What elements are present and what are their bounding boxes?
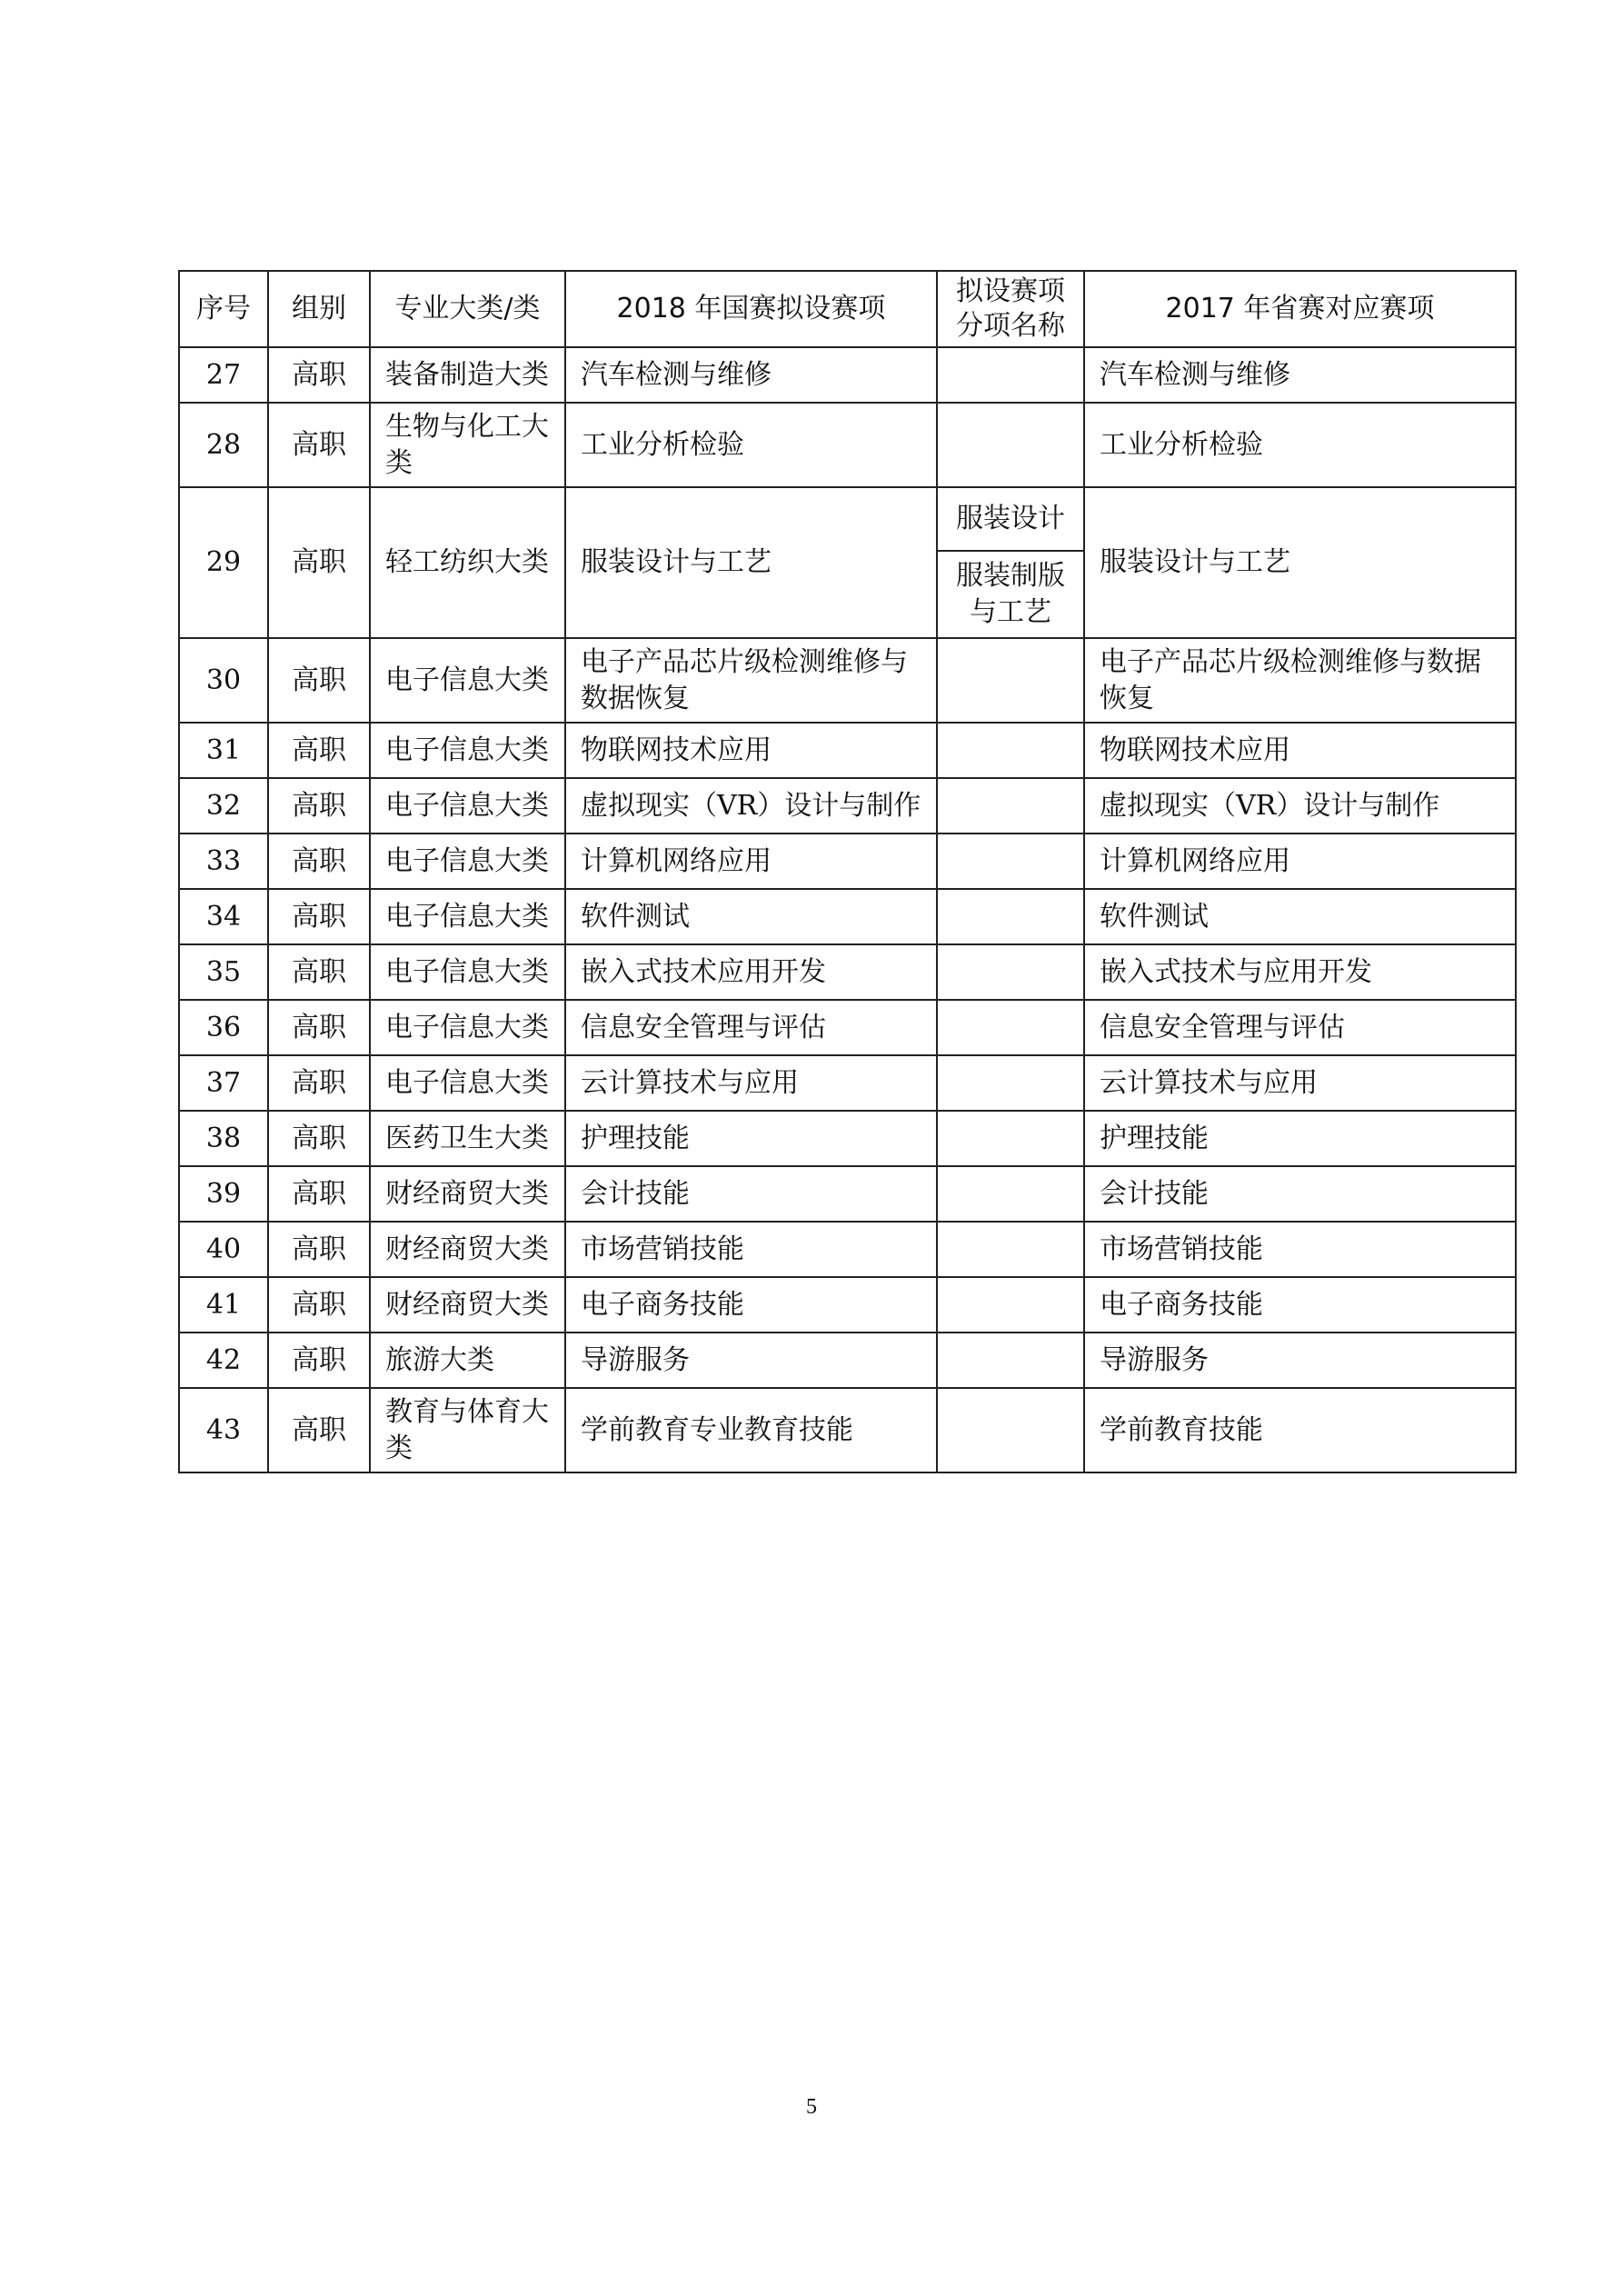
major-category-cell: 财经商贸大类 (370, 1277, 565, 1333)
table-body (179, 347, 1516, 1472)
group-cell: 高职 (268, 1333, 370, 1388)
row-number-cell: 36 (179, 1000, 268, 1055)
major-category-cell: 电子信息大类 (370, 834, 565, 889)
event-2017-cell: 汽车检测与维修 (1084, 347, 1516, 403)
event-2017-cell: 信息安全管理与评估 (1084, 1000, 1516, 1055)
group-cell: 高职 (268, 1055, 370, 1111)
event-2018-cell: 信息安全管理与评估 (565, 1000, 937, 1055)
major-category-cell: 医药卫生大类 (370, 1111, 565, 1166)
event-2018-cell: 电子商务技能 (565, 1277, 937, 1333)
row-number-cell: 37 (179, 1055, 268, 1111)
group-cell: 高职 (268, 1111, 370, 1166)
sub-event-cell (937, 944, 1084, 1000)
event-2018-cell: 虚拟现实（VR）设计与制作 (565, 778, 937, 834)
row-number-cell: 35 (179, 944, 268, 1000)
sub-event-cell (937, 834, 1084, 889)
major-category-cell: 电子信息大类 (370, 723, 565, 778)
major-category-cell: 电子信息大类 (370, 889, 565, 944)
table-row (179, 487, 1516, 551)
row-number-cell: 38 (179, 1111, 268, 1166)
major-category-cell: 轻工纺织大类 (370, 487, 565, 638)
major-category-cell: 装备制造大类 (370, 347, 565, 403)
group-cell: 高职 (268, 834, 370, 889)
table-row (179, 1222, 1516, 1277)
row-number-cell: 39 (179, 1166, 268, 1222)
row-number-cell: 33 (179, 834, 268, 889)
event-2017-cell: 电子产品芯片级检测维修与数据恢复 (1084, 638, 1516, 723)
event-2017-cell: 导游服务 (1084, 1333, 1516, 1388)
sub-event-cell (937, 889, 1084, 944)
header-cell: 序号 (179, 271, 268, 347)
group-cell: 高职 (268, 1388, 370, 1472)
event-2017-cell: 云计算技术与应用 (1084, 1055, 1516, 1111)
table-row (179, 944, 1516, 1000)
sub-event-cell (937, 638, 1084, 723)
event-2017-cell: 学前教育技能 (1084, 1388, 1516, 1472)
table-row (179, 723, 1516, 778)
event-2018-cell: 护理技能 (565, 1111, 937, 1166)
event-2018-cell: 电子产品芯片级检测维修与数据恢复 (565, 638, 937, 723)
table-row (179, 778, 1516, 834)
table-row (179, 1055, 1516, 1111)
table-row (179, 889, 1516, 944)
group-cell: 高职 (268, 1277, 370, 1333)
row-number-cell: 27 (179, 347, 268, 403)
event-2018-cell: 学前教育专业教育技能 (565, 1388, 937, 1472)
event-2017-cell: 虚拟现实（VR）设计与制作 (1084, 778, 1516, 834)
major-category-cell: 教育与体育大类 (370, 1388, 565, 1472)
group-cell: 高职 (268, 403, 370, 487)
group-cell: 高职 (268, 889, 370, 944)
event-2018-cell: 软件测试 (565, 889, 937, 944)
table-row (179, 347, 1516, 403)
sub-event-cell (937, 778, 1084, 834)
row-number-cell: 28 (179, 403, 268, 487)
major-category-cell: 电子信息大类 (370, 638, 565, 723)
event-2018-cell: 工业分析检验 (565, 403, 937, 487)
row-number-cell: 31 (179, 723, 268, 778)
group-cell: 高职 (268, 778, 370, 834)
row-number-cell: 32 (179, 778, 268, 834)
sub-event-cell (937, 347, 1084, 403)
table-row (179, 1000, 1516, 1055)
header-cell: 2017 年省赛对应赛项 (1084, 271, 1516, 347)
major-category-cell: 生物与化工大类 (370, 403, 565, 487)
major-category-cell: 财经商贸大类 (370, 1166, 565, 1222)
event-2018-cell: 服装设计与工艺 (565, 487, 937, 638)
event-2017-cell: 护理技能 (1084, 1111, 1516, 1166)
sub-event-cell (937, 1000, 1084, 1055)
header-cell: 拟设赛项分项名称 (937, 271, 1084, 347)
row-number-cell: 41 (179, 1277, 268, 1333)
event-2017-cell: 计算机网络应用 (1084, 834, 1516, 889)
sub-event-cell (937, 723, 1084, 778)
event-2017-cell: 嵌入式技术与应用开发 (1084, 944, 1516, 1000)
sub-event-cell: 服装制版与工艺 (937, 551, 1084, 638)
row-number-cell: 29 (179, 487, 268, 638)
group-cell: 高职 (268, 1222, 370, 1277)
group-cell: 高职 (268, 487, 370, 638)
table-row (179, 1333, 1516, 1388)
event-2017-cell: 电子商务技能 (1084, 1277, 1516, 1333)
table-row (179, 1166, 1516, 1222)
table-row (179, 1388, 1516, 1472)
page-number: 5 (806, 2095, 817, 2119)
event-2018-cell: 云计算技术与应用 (565, 1055, 937, 1111)
group-cell: 高职 (268, 723, 370, 778)
event-2018-cell: 嵌入式技术应用开发 (565, 944, 937, 1000)
event-2017-cell: 服装设计与工艺 (1084, 487, 1516, 638)
sub-event-cell (937, 403, 1084, 487)
event-2018-cell: 汽车检测与维修 (565, 347, 937, 403)
group-cell: 高职 (268, 347, 370, 403)
major-category-cell: 电子信息大类 (370, 944, 565, 1000)
event-2018-cell: 计算机网络应用 (565, 834, 937, 889)
group-cell: 高职 (268, 1000, 370, 1055)
sub-event-cell (937, 1166, 1084, 1222)
row-number-cell: 30 (179, 638, 268, 723)
major-category-cell: 电子信息大类 (370, 778, 565, 834)
header-cell: 2018 年国赛拟设赛项 (565, 271, 937, 347)
table-row (179, 638, 1516, 723)
row-number-cell: 42 (179, 1333, 268, 1388)
event-2017-cell: 物联网技术应用 (1084, 723, 1516, 778)
sub-event-cell (937, 1111, 1084, 1166)
event-2018-cell: 物联网技术应用 (565, 723, 937, 778)
group-cell: 高职 (268, 638, 370, 723)
sub-event-cell (937, 1055, 1084, 1111)
group-cell: 高职 (268, 944, 370, 1000)
sub-event-cell (937, 1388, 1084, 1472)
sub-event-cell (937, 1222, 1084, 1277)
table-header-row (179, 271, 1516, 347)
event-2018-cell: 会计技能 (565, 1166, 937, 1222)
event-2017-cell: 会计技能 (1084, 1166, 1516, 1222)
table-row (179, 834, 1516, 889)
major-category-cell: 旅游大类 (370, 1333, 565, 1388)
sub-event-cell (937, 1277, 1084, 1333)
major-category-cell: 财经商贸大类 (370, 1222, 565, 1277)
row-number-cell: 43 (179, 1388, 268, 1472)
event-2017-cell: 市场营销技能 (1084, 1222, 1516, 1277)
group-cell: 高职 (268, 1166, 370, 1222)
competition-table (178, 270, 1517, 1473)
event-2018-cell: 导游服务 (565, 1333, 937, 1388)
row-number-cell: 40 (179, 1222, 268, 1277)
major-category-cell: 电子信息大类 (370, 1055, 565, 1111)
table-row (179, 1277, 1516, 1333)
event-2017-cell: 软件测试 (1084, 889, 1516, 944)
major-category-cell: 电子信息大类 (370, 1000, 565, 1055)
event-2018-cell: 市场营销技能 (565, 1222, 937, 1277)
sub-event-cell: 服装设计 (937, 487, 1084, 551)
table-row (179, 1111, 1516, 1166)
event-2017-cell: 工业分析检验 (1084, 403, 1516, 487)
header-cell: 组别 (268, 271, 370, 347)
row-number-cell: 34 (179, 889, 268, 944)
header-cell: 专业大类/类 (370, 271, 565, 347)
table-row (179, 403, 1516, 487)
sub-event-cell (937, 1333, 1084, 1388)
